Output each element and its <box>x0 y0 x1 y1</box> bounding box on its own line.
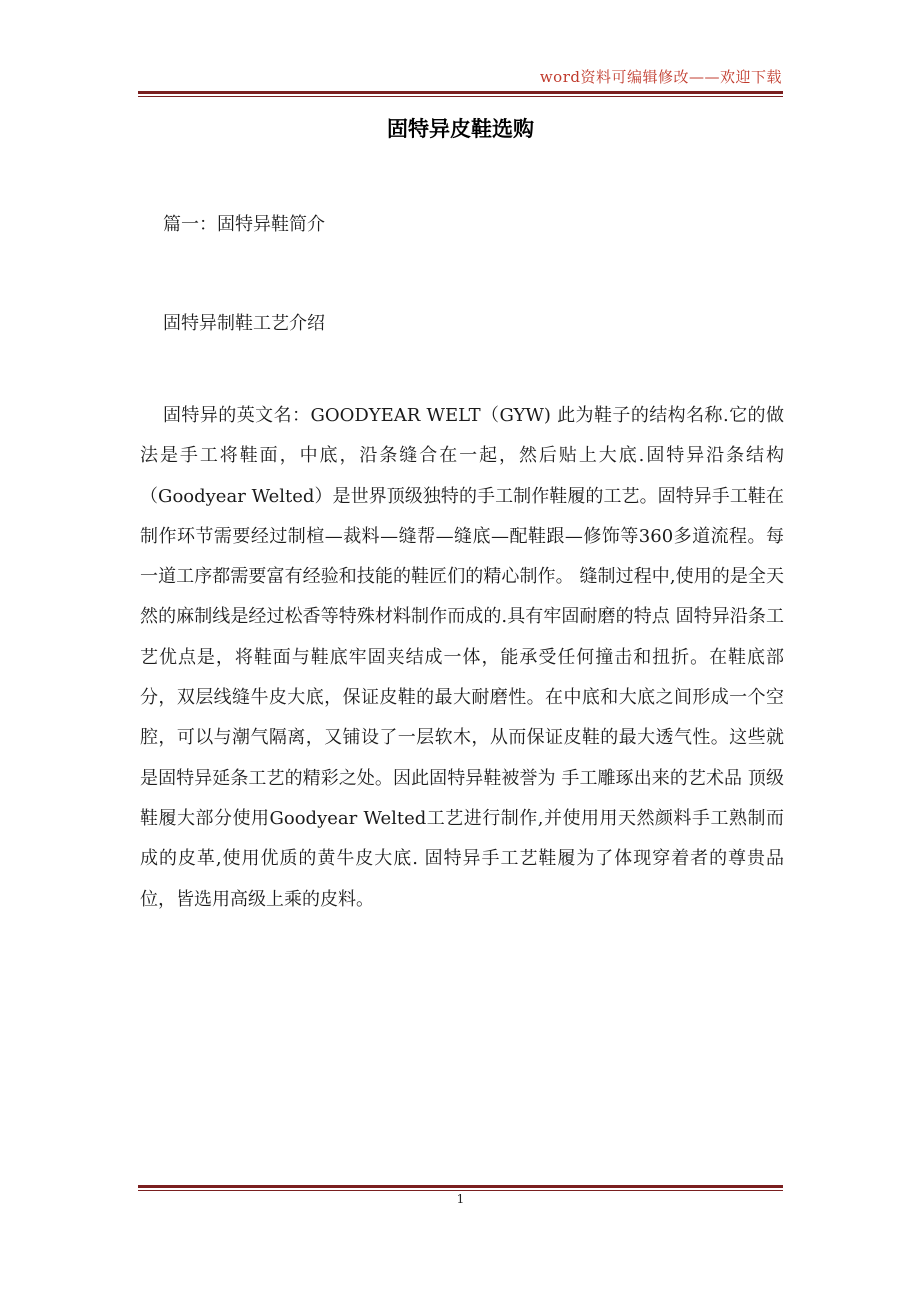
section-heading: 篇一：固特异鞋简介 <box>163 214 325 235</box>
subheading: 固特异制鞋工艺介绍 <box>163 313 325 334</box>
body-paragraph: 固特异的英文名：GOODYEAR WELT（GYW) 此为鞋子的结构名称.它的做法是手工将鞋面，中底，沿条缝合在一起，然后贴上大底.固特异沿条结构（Goodyear Welted）是世界顶级独特的手工制作鞋履的工艺。固特异手工鞋在制作环节需要经过制楦—裁料—缝帮—缝底—配鞋跟—修饰等360多道流程。每一道工序都需要富有经验和技能的鞋匠们的精心制作。 缝制过程中,使用的是全天然的麻制线是经过松香等特殊材料制作而成的.具有牢固耐磨的特点 固特异沿条工艺优点是，将鞋面与鞋底牢固夹结成一体，能承受任何撞击和扭折。在鞋底部分，双层线缝牛皮大底，保证皮鞋的最大耐磨性。在中底和大底之间形成一个空腔，可以与潮气隔离，又铺设了一层软木，从而保证皮鞋的最大透气性。这些就是固特异延条工艺的精彩之处。因此固特异鞋被誉为 手工雕琢出来的艺术品 顶级鞋履大部分使用Goodyear Welted工艺进行制作,并使用用天然颜料手工熟制而成的皮革,使用优质的黄牛皮大底. 固特异手工艺鞋履为了体现穿着者的尊贵品位，皆选用高级上乘的皮料。 <box>140 405 784 910</box>
header-divider <box>138 91 783 94</box>
header-note: word资料可编辑修改——欢迎下载 <box>539 68 782 86</box>
document-title: 固特异皮鞋选购 <box>387 117 534 141</box>
footer-divider <box>138 1185 783 1188</box>
page-number: 1 <box>456 1192 465 1206</box>
